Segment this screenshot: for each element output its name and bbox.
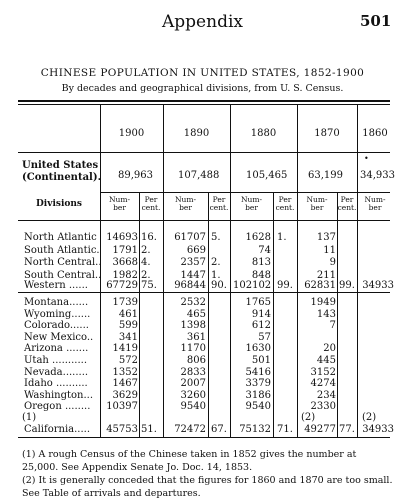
- number-header-line: Num-: [306, 195, 328, 204]
- division-label: Colorado......: [24, 320, 89, 332]
- footnote-marker: (1): [22, 412, 37, 423]
- year-header: 1880: [250, 128, 277, 139]
- percent-cell: 51.: [141, 424, 157, 435]
- page-header-title: Appendix: [162, 12, 243, 32]
- footnote-2: (2) It is generally conceded that the figures for 1860 and 1870 are too small. See Table of arrivals and departures.: [22, 475, 393, 499]
- number-cell: 445: [316, 355, 336, 366]
- division-label: Wyoming......: [24, 308, 91, 320]
- number-cell: 848: [251, 270, 271, 282]
- number-cell: 11: [323, 244, 336, 256]
- number-header: [230, 196, 273, 212]
- number-cell: 1982: [112, 270, 138, 282]
- number-header: [297, 196, 337, 212]
- percent-cell: 71.: [277, 424, 293, 435]
- number-cell: 599: [118, 320, 138, 332]
- total-value: 89,963: [118, 170, 153, 181]
- division-label: Montana......: [24, 297, 89, 308]
- totals-label-line: (Continental).: [22, 172, 102, 183]
- number-cell: 361: [186, 331, 206, 343]
- number-cell: 49277: [304, 424, 336, 435]
- number-cell: 3668: [112, 257, 138, 269]
- number-cell: 34933: [362, 424, 394, 435]
- percent-header-line: Per: [340, 195, 354, 204]
- number-cell: 1765: [245, 297, 271, 308]
- percent-header: [208, 196, 230, 212]
- number-cell: 2007: [180, 378, 206, 390]
- number-cell: 1398: [180, 320, 206, 332]
- percent-cell: 2.: [141, 244, 151, 256]
- table-subtitle: By decades and geographical divisions, from U. S. Census.: [61, 83, 344, 94]
- division-label: Idaho ..........: [24, 378, 88, 390]
- number-cell: 914: [251, 308, 271, 320]
- table-row: [0, 231, 405, 244]
- number-cell: 501: [251, 355, 271, 366]
- number-cell: 1630: [245, 343, 271, 355]
- number-cell: 57: [258, 331, 271, 343]
- number-cell: 3260: [180, 389, 206, 401]
- number-cell: 2357: [180, 257, 206, 269]
- number-cell: 2330: [310, 401, 336, 413]
- division-label: South Central..: [24, 270, 102, 282]
- division-label: Oregon ........: [24, 401, 91, 413]
- table-row: [0, 423, 405, 436]
- division-label: Western ......: [24, 280, 88, 291]
- number-cell: 4274: [310, 378, 336, 390]
- table-top-rule: [18, 100, 390, 102]
- percent-cell: 99.: [339, 280, 355, 291]
- division-label: California.....: [24, 424, 91, 435]
- percent-cell: 2.: [141, 270, 151, 282]
- number-cell: 3152: [310, 366, 336, 378]
- number-cell: 1170: [180, 343, 206, 355]
- number-cell: 1739: [112, 297, 138, 308]
- division-label: Nevada........: [24, 366, 89, 378]
- page-number: 501: [360, 12, 392, 30]
- division-label: North Atlantic: [24, 232, 97, 243]
- number-cell: 1949: [310, 297, 336, 308]
- division-label: Utah ...........: [24, 355, 87, 366]
- totals-label: [22, 160, 101, 184]
- number-cell: 1419: [112, 343, 138, 355]
- table-row: [0, 279, 405, 292]
- divisions-header: Divisions: [36, 199, 82, 209]
- number-cell: 1467: [112, 378, 138, 390]
- percent-header-line: cent.: [337, 203, 357, 212]
- number-cell: 465: [186, 308, 206, 320]
- number-cell: 62831: [304, 280, 336, 291]
- number-cell: 96844: [174, 280, 206, 291]
- number-cell: 5416: [245, 366, 271, 378]
- number-cell: 3379: [245, 378, 271, 390]
- number-cell: 45753: [106, 424, 138, 435]
- percent-cell: 2.: [211, 257, 221, 269]
- percent-cell: 99.: [277, 280, 293, 291]
- number-header-line: ber: [310, 203, 324, 212]
- number-cell: 102102: [233, 280, 272, 291]
- number-cell: 74: [258, 244, 271, 256]
- total-value: 105,465: [246, 170, 288, 181]
- number-cell: 612: [251, 320, 271, 332]
- division-label: North Central..: [24, 257, 102, 269]
- number-cell: 341: [118, 331, 138, 343]
- footnote-1: (1) A rough Census of the Chinese taken in 1852 gives the number at 25,000. See Appendix Senate Jo. Doc. 14, 1853.: [22, 449, 357, 473]
- percent-cell: 1.: [211, 270, 221, 282]
- number-header-line: Num-: [108, 195, 131, 204]
- number-header: [163, 196, 208, 212]
- division-label: New Mexico..: [24, 331, 94, 343]
- percent-header-line: Per: [212, 195, 226, 204]
- number-header: [357, 196, 393, 212]
- number-cell: 20: [323, 343, 336, 355]
- number-cell: 3186: [245, 389, 271, 401]
- percent-cell: 67.: [211, 424, 227, 435]
- number-cell: 2532: [180, 297, 206, 308]
- dot-mark: •: [364, 154, 369, 163]
- table-title: CHINESE POPULATION IN UNITED STATES, 1852-1900: [40, 67, 365, 79]
- number-cell: 1791: [112, 244, 138, 256]
- percent-cell: 75.: [141, 280, 157, 291]
- year-header: 1890: [183, 128, 210, 139]
- number-cell: 572: [118, 355, 138, 366]
- number-cell: 34933: [362, 280, 394, 291]
- number-header-line: ber: [179, 203, 192, 212]
- total-value: 107,488: [178, 170, 220, 181]
- number-cell: 9: [329, 257, 336, 269]
- number-header-line: ber: [368, 203, 382, 212]
- division-label: Arizona .......: [24, 343, 89, 355]
- table-row: [0, 256, 405, 269]
- percent-header: [273, 196, 297, 212]
- number-cell: 61707: [174, 232, 206, 243]
- percent-cell: 5.: [211, 232, 221, 243]
- percent-cell: 90.: [211, 280, 227, 291]
- number-cell: 234: [316, 389, 336, 401]
- number-cell: 1447: [180, 270, 206, 282]
- number-cell: 137: [316, 232, 336, 243]
- number-cell: 67729: [106, 280, 138, 291]
- table-bottom-rule: [18, 437, 390, 438]
- footnote-marker: (2): [362, 412, 377, 423]
- number-cell: 3629: [112, 389, 138, 401]
- number-cell: 1628: [245, 232, 271, 243]
- footnote-marker: (2): [301, 412, 316, 423]
- percent-header: [337, 196, 357, 212]
- percent-header-line: Per: [278, 195, 292, 204]
- totals-label-line: United States: [22, 160, 99, 171]
- number-cell: 9540: [245, 401, 271, 413]
- number-header-line: ber: [245, 203, 258, 212]
- western-top-rule: [18, 292, 390, 293]
- number-cell: 72472: [174, 424, 206, 435]
- table-row: [0, 400, 405, 413]
- total-value: 63,199: [308, 170, 343, 181]
- number-cell: 813: [251, 257, 271, 269]
- year-header: 1900: [118, 128, 145, 139]
- total-value: 34,933: [360, 170, 395, 181]
- number-cell: 669: [186, 244, 206, 256]
- year-header: 1860: [362, 128, 388, 139]
- percent-header-line: cent.: [275, 203, 295, 212]
- number-header-line: Num-: [174, 195, 197, 204]
- percent-cell: 16.: [141, 232, 157, 243]
- division-label: Washington...: [24, 389, 93, 401]
- table-row: [0, 244, 405, 257]
- subheader-rule: [18, 220, 390, 221]
- percent-header-line: cent.: [209, 203, 229, 212]
- number-header-line: Num-: [240, 195, 263, 204]
- percent-header-line: Per: [144, 195, 158, 204]
- number-cell: 75132: [239, 424, 271, 435]
- number-cell: 806: [186, 355, 206, 366]
- year-header: 1870: [314, 128, 340, 139]
- header-rule: [18, 152, 390, 153]
- table-top-rule-thin: [18, 104, 390, 105]
- number-cell: 9540: [180, 401, 206, 413]
- totals-rule: [100, 192, 390, 193]
- number-cell: 2833: [180, 366, 206, 378]
- number-cell: 211: [316, 270, 336, 282]
- number-cell: 14693: [106, 232, 138, 243]
- percent-header: [139, 196, 163, 212]
- division-label: South Atlantic.: [24, 244, 100, 256]
- number-cell: 461: [118, 308, 138, 320]
- number-header-line: ber: [113, 203, 126, 212]
- percent-cell: 1.: [277, 232, 287, 243]
- percent-header-line: cent.: [141, 203, 161, 212]
- number-cell: 143: [316, 308, 336, 320]
- number-cell: 10397: [106, 401, 138, 413]
- number-cell: 1352: [112, 366, 138, 378]
- number-header-line: Num-: [364, 195, 386, 204]
- number-cell: 7: [329, 320, 336, 332]
- number-header: [100, 196, 139, 212]
- percent-cell: 77.: [339, 424, 355, 435]
- percent-cell: 4.: [141, 257, 151, 269]
